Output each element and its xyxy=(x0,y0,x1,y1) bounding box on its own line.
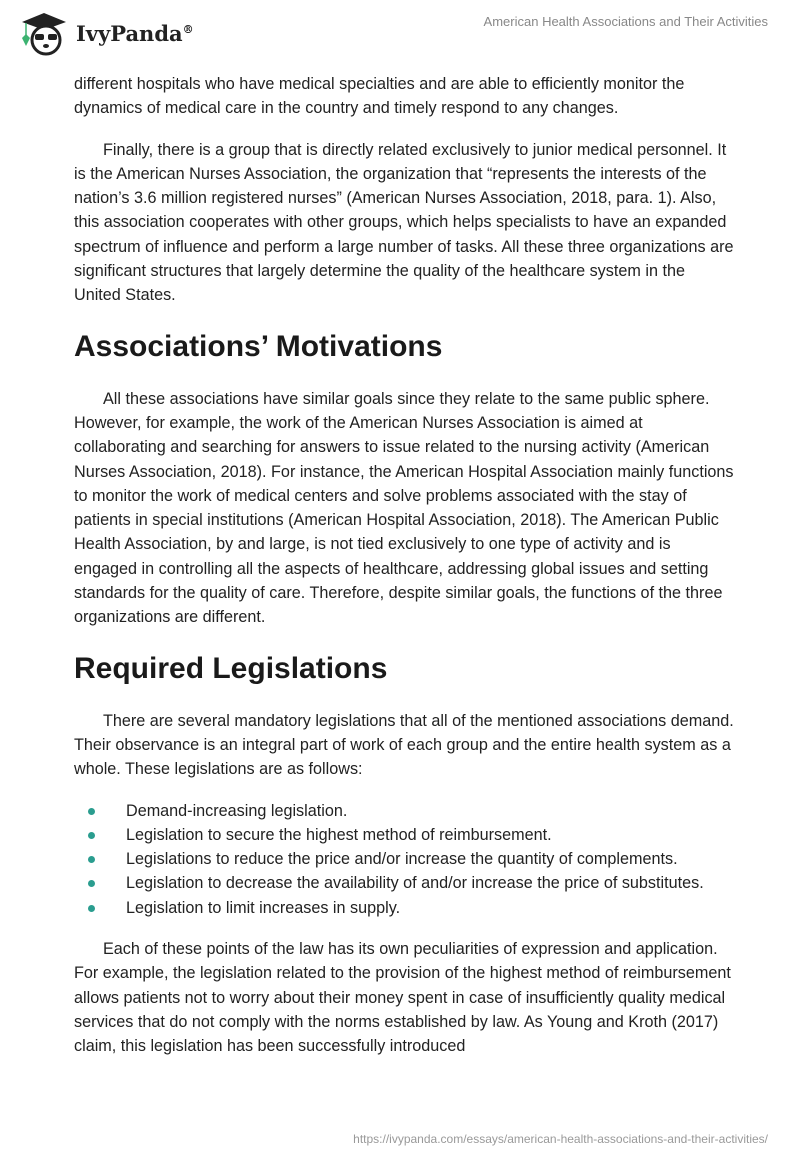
list-item: Legislation to decrease the availability of and/or increase the price of substitutes. xyxy=(126,871,734,895)
ivypanda-logo[interactable] xyxy=(18,10,194,56)
paragraph: Finally, there is a group that is directly related exclusively to junior medical personnel. It is the American Nurses Association, the organization that “represents the interests of the nation’s 3.6 million registered nurses” (American Nurses Association, 2018, para. 1). Also, this association cooperates with other groups, which helps specialists to have an expanded spectrum of influence and perform a large number of tasks. All these three organizations are significant structures that largely determine the quality of the healthcare system in the United States. xyxy=(74,140,734,305)
essay-body xyxy=(74,72,734,1076)
paragraph: There are several mandatory legislations that all of the mentioned associations demand. Their observance is an integral part of work of each group and the entire health system as a whole. These legislations are as follows: xyxy=(74,711,734,779)
logo-text: IvyPanda xyxy=(76,20,183,46)
page-header xyxy=(0,0,800,60)
list-item: Legislation to secure the highest method of reimbursement. xyxy=(126,823,734,847)
paragraph: All these associations have similar goals since they relate to the same public sphere. However, for example, the work of the American Nurses Association is aimed at collaborating and searching for answers to issue related to the nursing activity (American Nurses Association, 2018). For instance, the American Hospital Association mainly functions to monitor the work of medical centers and solve problems associated with the stay of patients in special institutions (American Hospital Association, 2018). The American Public Health Association, by and large, is not tied exclusively to one type of activity and is engaged in controlling all the aspects of healthcare, addressing global issues and setting standards for the quality of care. Therefore, despite similar goals, the functions of the three organizations are different. xyxy=(74,389,734,627)
panda-graduate-icon xyxy=(18,10,70,56)
legislation-list xyxy=(74,799,734,920)
paragraph: Each of these points of the law has its own peculiarities of expression and application. For example, the legislation related to the provision of the highest method of reimbursement allows patients not to worry about their money spent in case of insufficiently quality medical services that do not comply with the norms established by law. As Young and Kroth (2017) claim, this legislation has been successfully introduced xyxy=(74,940,731,1056)
list-item: Legislation to limit increases in supply. xyxy=(126,896,734,920)
section-heading: Required Legislations xyxy=(74,651,388,685)
paragraph: different hospitals who have medical specialties and are able to efficiently monitor the dynamics of medical care in the country and timely respond to any changes. xyxy=(74,75,685,118)
source-url[interactable]: https://ivypanda.com/essays/american-health-associations-and-their-activities/ xyxy=(353,1132,768,1146)
section-heading: Associations’ Motivations xyxy=(74,329,443,363)
list-item: Demand-increasing legislation. xyxy=(126,799,734,823)
registered-mark: ® xyxy=(182,22,194,36)
list-item: Legislations to reduce the price and/or increase the quantity of complements. xyxy=(126,847,734,871)
document-title: American Health Associations and Their Activities xyxy=(483,14,768,29)
